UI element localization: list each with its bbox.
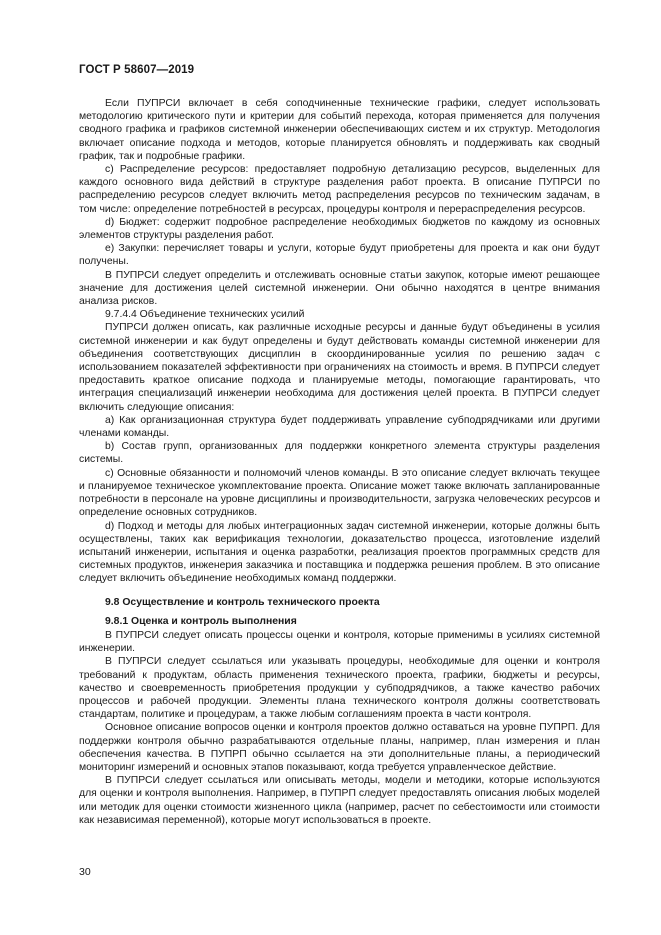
document-body bbox=[79, 97, 600, 827]
list-item-c: c) Распределение ресурсов: предоставляет подробную детализацию ресурсов, выделенных для каждого основного вида действий в структуре разделения работ проекта. В описание ПУПРСИ по распределению ресурсов следует включить метод распределения ресурсов по техническим задачам, в том числе: определение потребностей в ресурсах, процедуры контроля и перераспределения ресурсов. bbox=[79, 164, 600, 215]
list-item-e: e) Закупки: перечисляет товары и услуги, которые будут приобретены для проекта и как они будут получены. bbox=[79, 243, 600, 268]
paragraph: Основное описание вопросов оценки и контроля проектов должно оставаться на уровне ПУПРП. Для поддержки контроля обычно разрабатываются отдельные планы, например, план измерения и план обеспечения качества. В ПУПРП обычно ссылается на эти дополнительные планы, а периодический мониторинг измерений и основных этапов показывают, когда требуется управленческое действие. bbox=[79, 722, 600, 773]
page-number: 30 bbox=[79, 866, 91, 878]
list-item-d: d) Бюджет: содержит подробное распределение необходимых бюджетов по каждому из основных элементов структуры разделения работ. bbox=[79, 216, 600, 242]
list-item-c: c) Основные обязанности и полномочий членов команды. В это описание следует включать текущее и планируемое техническое укомплектование проекта. Описание может также включать запланированные потребности в персонале на уровне дисциплины и производительности, загрузка человеческих ресурсов и определение основных сотрудников. bbox=[79, 467, 600, 519]
paragraph: Если ПУПРСИ включает в себя соподчиненные технические графики, следует использовать методологию критического пути и критерии для событий перехода, которая применяется для получения сводного графика и графиков системной инженерии обеспечивающих систем и их структур. Методология включает описание подхода и методов, которые планируется обновлять и поддерживать как сводный график, так и подробные графики. bbox=[79, 98, 600, 162]
subsection-heading-9-8-1: 9.8.1 Оценка и контроль выполнения bbox=[105, 615, 297, 627]
standard-header: ГОСТ Р 58607—2019 bbox=[79, 64, 195, 76]
section-heading-9-8: 9.8 Осуществление и контроль технического проекта bbox=[105, 596, 380, 608]
paragraph: В ПУПРСИ следует описать процессы оценки и контроля, которые применимы в усилиях системной инженерии. bbox=[79, 629, 600, 655]
paragraph: В ПУПРСИ следует ссылаться или указывать процедуры, необходимые для оценки и контроля требований к продуктам, область применения технического проекта, графики, бюджеты и ресурсы, качество и своевременность приобретения продукции у субподрядчиков, а также качество рабочих процессов и рабочей продукции. Элементы плана технического контроля должны соответствовать стандартам, политике и процедурам, а также любым соглашениям проекта в части контроля. bbox=[79, 656, 600, 721]
list-item-d: d) Подход и методы для любых интеграционных задач системной инженерии, которые должны быть осуществлены, таких как верификация технологии, доказательство процесса, изготовление изделий испытаний инженерии, испытания и оценка разработки, реализация проектов программных средств для системных продуктов, инженерия заказчика и поставщика и поддержка решения проблем. В это описание следует включить объединение необходимых команд поддержки. bbox=[79, 520, 600, 585]
list-item-b: b) Состав групп, организованных для поддержки конкретного элемента структуры разделения системы. bbox=[79, 441, 600, 466]
paragraph: ПУПРСИ должен описать, как различные исходные ресурсы и данные будут объединены в усилия системной инженерии и как будут определены и будут действовать команды системной инженерии для объединения соответствующих дисциплин в скоординированные усилия по решению задач с использованием показателей эффективности при ограничениях на стоимость и время. В ПУПРСИ следует предоставить краткое описание подхода и планируемые методы, помогающие гарантировать, что интеграция специализаций инженерии необходима для достижения целей проекта. В ПУПРСИ следует включить следующие описания: bbox=[79, 322, 600, 413]
paragraph: В ПУПРСИ следует ссылаться или описывать методы, модели и методики, которые используются для оценки и контроля выполнения. Например, в ПУПРП следует предоставлять описания любых моделей или методик для оценки стоимости жизненного цикла (например, расчет по себестоимости или стоимости как независимая переменной), которые могут использоваться в проекте. bbox=[79, 775, 600, 826]
clause-heading-9-7-4-4: 9.7.4.4 Объединение технических усилий bbox=[105, 309, 305, 321]
list-item-a: a) Как организационная структура будет поддерживать управление субподрядчиками или другими членами команды. bbox=[79, 414, 600, 440]
paragraph: В ПУПРСИ следует определить и отслеживать основные статьи закупок, которые имеют решающее значение для достижения целей системной инженерии. Они обычно находятся в центре внимания анализа рисков. bbox=[79, 269, 600, 308]
